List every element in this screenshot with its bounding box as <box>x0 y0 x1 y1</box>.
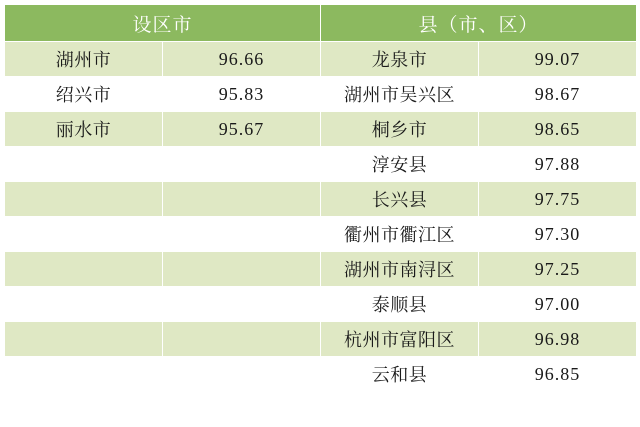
city-score <box>163 147 321 182</box>
county-name: 淳安县 <box>321 147 479 182</box>
county-score: 96.85 <box>479 357 637 392</box>
header-city: 设区市 <box>5 5 321 42</box>
county-score: 97.88 <box>479 147 637 182</box>
city-score <box>163 322 321 357</box>
city-score <box>163 287 321 322</box>
header-row <box>5 5 637 42</box>
county-name: 长兴县 <box>321 182 479 217</box>
city-name: 丽水市 <box>5 112 163 147</box>
table-body <box>5 42 637 392</box>
table-row <box>5 322 637 357</box>
county-name: 龙泉市 <box>321 42 479 77</box>
city-name <box>5 182 163 217</box>
city-name <box>5 287 163 322</box>
city-name <box>5 252 163 287</box>
table-row <box>5 217 637 252</box>
city-name <box>5 217 163 252</box>
table-row <box>5 147 637 182</box>
city-name <box>5 322 163 357</box>
table-row <box>5 182 637 217</box>
city-score <box>163 217 321 252</box>
county-name: 云和县 <box>321 357 479 392</box>
city-score: 96.66 <box>163 42 321 77</box>
city-name <box>5 357 163 392</box>
city-score: 95.67 <box>163 112 321 147</box>
table-row <box>5 112 637 147</box>
table-row <box>5 357 637 392</box>
county-name: 杭州市富阳区 <box>321 322 479 357</box>
city-score <box>163 182 321 217</box>
county-score: 96.98 <box>479 322 637 357</box>
table-row <box>5 77 637 112</box>
table-row <box>5 287 637 322</box>
table-header <box>5 5 637 42</box>
county-name: 泰顺县 <box>321 287 479 322</box>
header-county: 县（市、区） <box>321 5 637 42</box>
city-score: 95.83 <box>163 77 321 112</box>
county-name: 湖州市吴兴区 <box>321 77 479 112</box>
city-name <box>5 147 163 182</box>
county-score: 97.75 <box>479 182 637 217</box>
county-score: 97.00 <box>479 287 637 322</box>
city-score <box>163 357 321 392</box>
county-score: 98.67 <box>479 77 637 112</box>
table-row <box>5 42 637 77</box>
county-score: 99.07 <box>479 42 637 77</box>
county-score: 97.30 <box>479 217 637 252</box>
city-name: 绍兴市 <box>5 77 163 112</box>
county-name: 湖州市南浔区 <box>321 252 479 287</box>
county-score: 97.25 <box>479 252 637 287</box>
city-score <box>163 252 321 287</box>
table-row <box>5 252 637 287</box>
city-name: 湖州市 <box>5 42 163 77</box>
county-name: 桐乡市 <box>321 112 479 147</box>
county-score: 98.65 <box>479 112 637 147</box>
county-name: 衢州市衢江区 <box>321 217 479 252</box>
ranking-table <box>4 4 637 392</box>
